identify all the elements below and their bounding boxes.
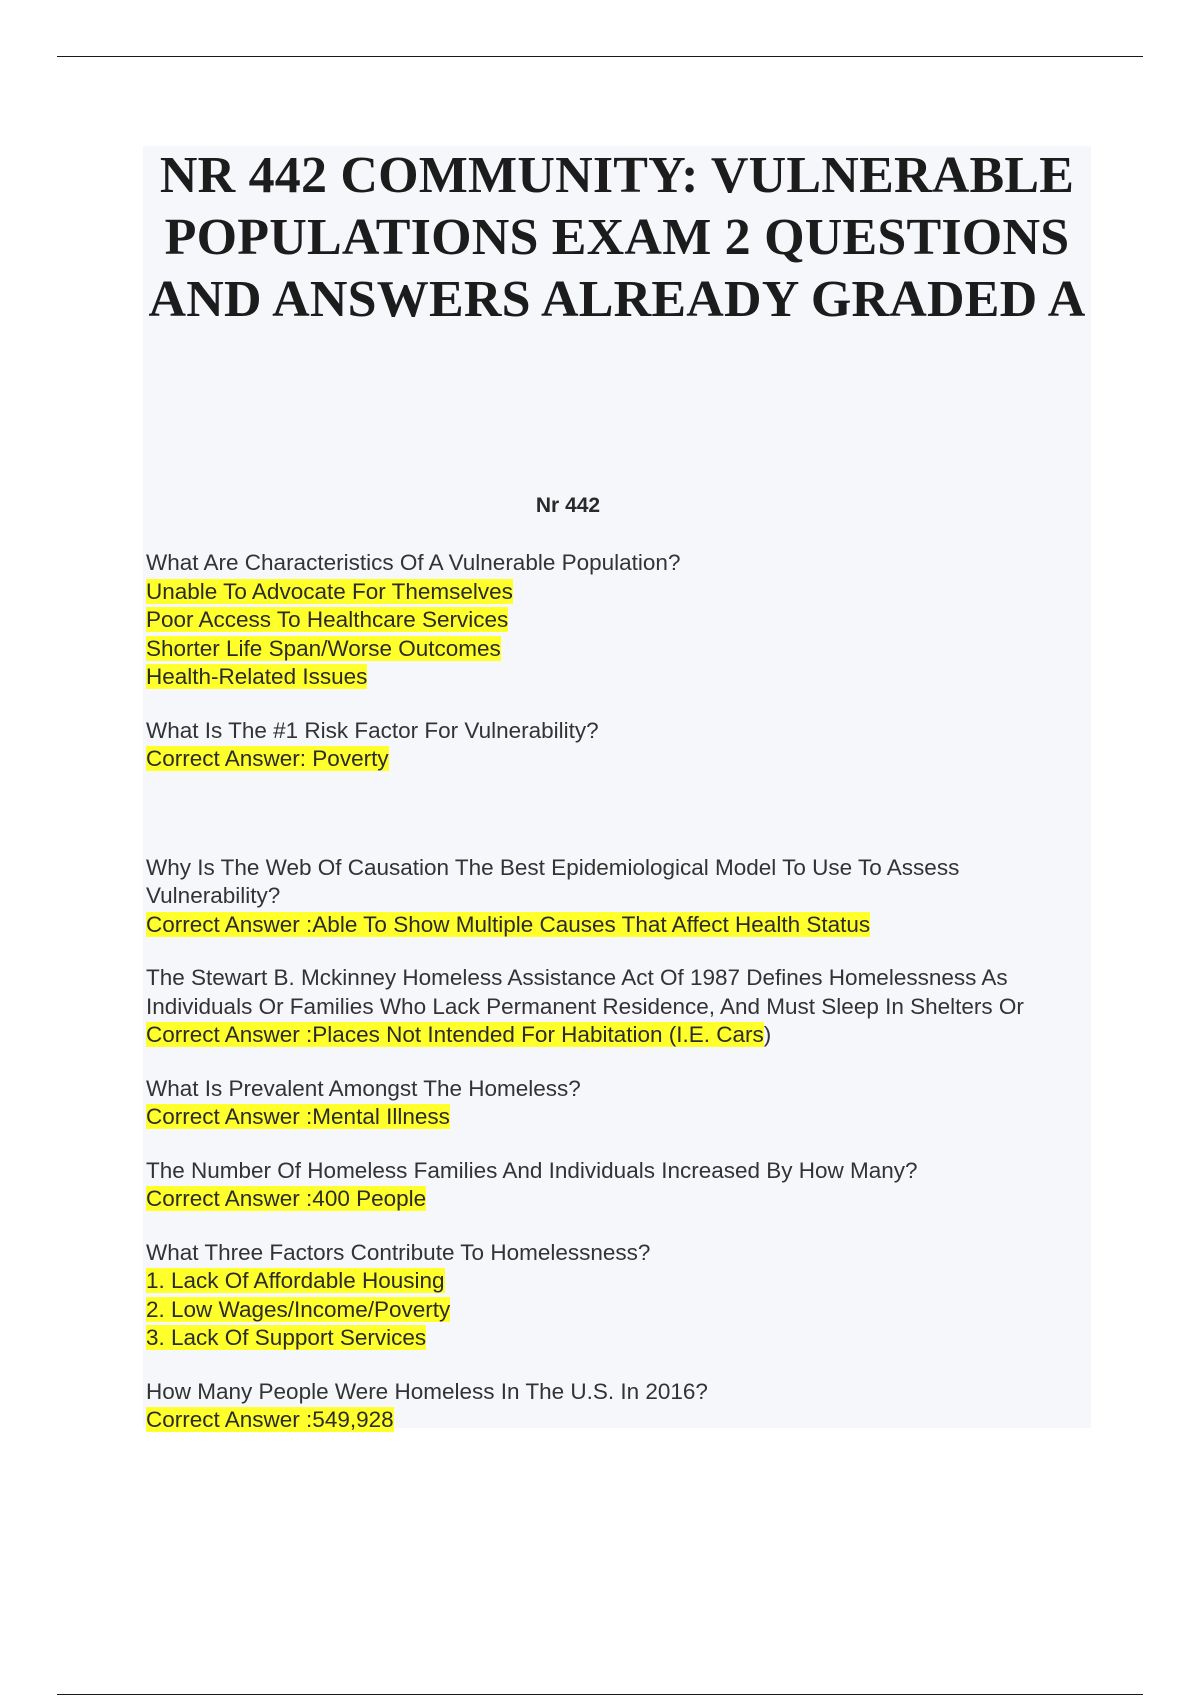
- document-subtitle: Nr 442: [535, 494, 601, 517]
- question-8: How Many People Were Homeless In The U.S. In 2016?: [146, 1378, 708, 1404]
- question-5: What Is Prevalent Amongst The Homeless?: [146, 1075, 581, 1101]
- answer-8-1: Correct Answer :549,928: [146, 1407, 394, 1432]
- top-rule: [57, 56, 1143, 57]
- question-6: The Number Of Homeless Families And Individuals Increased By How Many?: [146, 1157, 918, 1183]
- qa-item-2: [146, 717, 1086, 774]
- answer-2-1: Correct Answer: Poverty: [146, 746, 389, 771]
- qa-item-6: [146, 1157, 1086, 1214]
- document-title: NR 442 COMMUNITY: VULNERABLE POPULATIONS EXAM 2 QUESTIONS AND ANSWERS ALREADY GRADED A: [148, 147, 1086, 328]
- answer-1-4: Health-Related Issues: [146, 664, 368, 689]
- question-3: Why Is The Web Of Causation The Best Epidemiological Model To Use To Assess Vulnerability?: [146, 854, 960, 908]
- qa-item-8: [146, 1378, 1086, 1435]
- answer-6-1: Correct Answer :400 People: [146, 1186, 427, 1211]
- answer-4-inline: Correct Answer :Places Not Intended For Habitation (I.E. Cars: [146, 1022, 764, 1047]
- bottom-rule: [57, 1694, 1143, 1695]
- question-1: What Are Characteristics Of A Vulnerable Population?: [146, 550, 681, 575]
- answer-1-3: Shorter Life Span/Worse Outcomes: [146, 635, 501, 661]
- answer-5-1: Correct Answer :Mental Illness: [146, 1104, 450, 1129]
- question-4-suffix: ): [763, 1022, 772, 1047]
- qa-item-1: [146, 549, 1086, 692]
- qa-item-5: [146, 1075, 1086, 1132]
- qa-item-3: [146, 854, 1086, 940]
- answer-7-3: 3. Lack Of Support Services: [146, 1325, 427, 1350]
- answer-3-1: Correct Answer :Able To Show Multiple Causes That Affect Health Status: [146, 911, 871, 937]
- qa-item-4: [146, 964, 1086, 1050]
- answer-7-1: 1. Lack Of Affordable Housing: [146, 1268, 445, 1293]
- question-4-prefix: The Stewart B. Mckinney Homeless Assistance Act Of 1987 Defines Homelessness As Individuals Or Families Who Lack Permanent Residence, And Must Sleep In Shelters Or: [146, 965, 1024, 1019]
- qa-item-7: [146, 1239, 1086, 1353]
- qa-list: [146, 549, 1086, 1460]
- answer-1-2: Poor Access To Healthcare Services: [146, 607, 509, 632]
- answer-7-2: 2. Low Wages/Income/Poverty: [146, 1296, 451, 1322]
- question-2: What Is The #1 Risk Factor For Vulnerability?: [146, 717, 599, 743]
- question-7: What Three Factors Contribute To Homelessness?: [146, 1239, 651, 1265]
- answer-1-1: Unable To Advocate For Themselves: [146, 578, 513, 604]
